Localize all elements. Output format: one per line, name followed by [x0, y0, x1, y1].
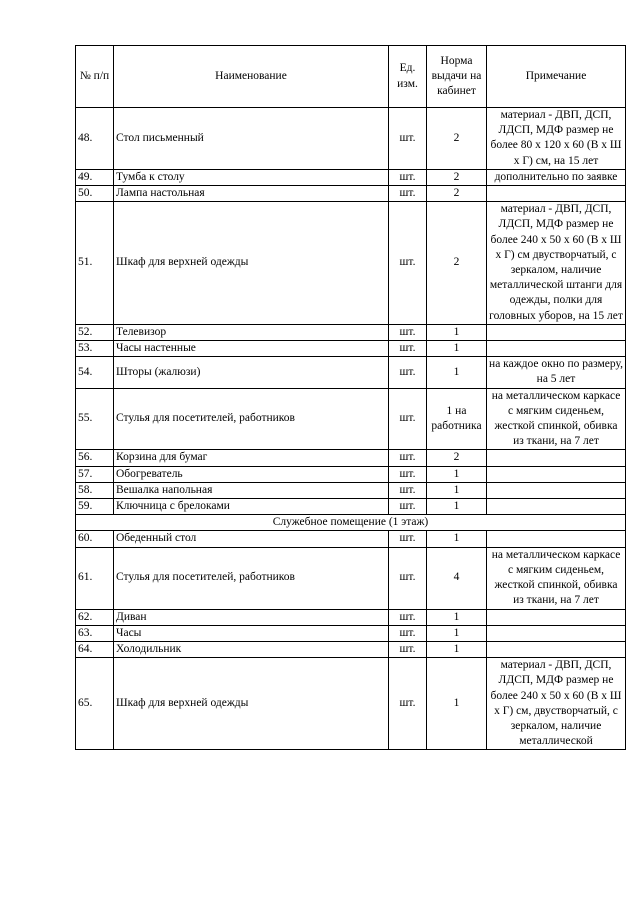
table-row [76, 641, 626, 657]
row-number: 63. [76, 625, 114, 641]
table-row [76, 547, 626, 609]
row-number: 48. [76, 108, 114, 170]
row-name: Корзина для бумаг [114, 450, 389, 466]
table-row [76, 625, 626, 641]
row-norm: 1 [427, 324, 487, 340]
row-note [487, 531, 626, 547]
row-name: Ключница с брелоками [114, 499, 389, 515]
row-norm: 1 [427, 531, 487, 547]
table-row [76, 482, 626, 498]
row-note [487, 466, 626, 482]
row-norm: 2 [427, 108, 487, 170]
row-norm: 2 [427, 169, 487, 185]
row-unit: шт. [389, 202, 427, 325]
row-unit: шт. [389, 388, 427, 450]
row-name: Обеденный стол [114, 531, 389, 547]
row-unit: шт. [389, 466, 427, 482]
row-number: 49. [76, 169, 114, 185]
header-name: Наименование [114, 46, 389, 108]
row-unit: шт. [389, 450, 427, 466]
row-norm: 1 [427, 658, 487, 750]
row-norm: 1 [427, 466, 487, 482]
row-norm: 4 [427, 547, 487, 609]
table-section [76, 515, 626, 531]
row-name: Диван [114, 609, 389, 625]
row-name: Телевизор [114, 324, 389, 340]
row-note: материал - ДВП, ДСП, ЛДСП, МДФ размер не более 240 х 50 х 60 (В х Ш х Г) см двустворчатый, с зеркалом, наличие металлической штанги для одежды, полки для головных уборов, на 15 лет [487, 202, 626, 325]
norms-table [75, 45, 626, 750]
row-number: 62. [76, 609, 114, 625]
table-row [76, 108, 626, 170]
row-note [487, 324, 626, 340]
row-unit: шт. [389, 499, 427, 515]
row-note [487, 186, 626, 202]
row-note [487, 609, 626, 625]
row-note [487, 482, 626, 498]
row-name: Обогреватель [114, 466, 389, 482]
table-row [76, 357, 626, 388]
row-note: дополнительно по заявке [487, 169, 626, 185]
table-row [76, 531, 626, 547]
row-unit: шт. [389, 658, 427, 750]
row-number: 51. [76, 202, 114, 325]
row-unit: шт. [389, 324, 427, 340]
row-note: материал - ДВП, ДСП, ЛДСП, МДФ размер не более 240 х 50 х 60 (В х Ш х Г) см, двустворчатый, с зеркалом, наличие металлической [487, 658, 626, 750]
table-row [76, 186, 626, 202]
table-row [76, 450, 626, 466]
table-body-a [76, 108, 626, 515]
row-norm: 1 на работника [427, 388, 487, 450]
row-norm: 1 [427, 609, 487, 625]
section-title: Служебное помещение (1 этаж) [76, 515, 626, 531]
row-unit: шт. [389, 357, 427, 388]
row-unit: шт. [389, 341, 427, 357]
header-num: № п/п [76, 46, 114, 108]
row-note [487, 450, 626, 466]
section-row [76, 515, 626, 531]
row-norm: 1 [427, 341, 487, 357]
row-note [487, 641, 626, 657]
table-row [76, 466, 626, 482]
row-number: 59. [76, 499, 114, 515]
row-unit: шт. [389, 609, 427, 625]
row-note [487, 341, 626, 357]
table-row [76, 169, 626, 185]
row-norm: 1 [427, 499, 487, 515]
row-name: Шторы (жалюзи) [114, 357, 389, 388]
row-number: 57. [76, 466, 114, 482]
table-row [76, 609, 626, 625]
header-row [76, 46, 626, 108]
row-note: на металлическом каркасе с мягким сиденьем, жесткой спинкой, обивка из ткани, на 7 лет [487, 388, 626, 450]
row-unit: шт. [389, 482, 427, 498]
table-row [76, 202, 626, 325]
row-name: Лампа настольная [114, 186, 389, 202]
row-name: Шкаф для верхней одежды [114, 658, 389, 750]
table-row [76, 388, 626, 450]
row-number: 61. [76, 547, 114, 609]
row-name: Стол письменный [114, 108, 389, 170]
row-unit: шт. [389, 625, 427, 641]
header-norm: Норма выдачи на кабинет [427, 46, 487, 108]
table-row [76, 324, 626, 340]
row-name: Холодильник [114, 641, 389, 657]
row-note [487, 499, 626, 515]
row-number: 64. [76, 641, 114, 657]
row-unit: шт. [389, 641, 427, 657]
row-unit: шт. [389, 547, 427, 609]
row-unit: шт. [389, 169, 427, 185]
table-body-b [76, 531, 626, 750]
table-row [76, 658, 626, 750]
header-unit: Ед. изм. [389, 46, 427, 108]
row-name: Вешалка напольная [114, 482, 389, 498]
row-number: 56. [76, 450, 114, 466]
row-norm: 1 [427, 641, 487, 657]
header-note: Примечание [487, 46, 626, 108]
row-number: 55. [76, 388, 114, 450]
row-name: Тумба к столу [114, 169, 389, 185]
row-number: 50. [76, 186, 114, 202]
row-note: на металлическом каркасе с мягким сиденьем, жесткой спинкой, обивка из ткани, на 7 лет [487, 547, 626, 609]
row-note: на каждое окно по размеру, на 5 лет [487, 357, 626, 388]
row-norm: 1 [427, 625, 487, 641]
row-number: 54. [76, 357, 114, 388]
row-number: 58. [76, 482, 114, 498]
row-name: Стулья для посетителей, работников [114, 388, 389, 450]
row-number: 65. [76, 658, 114, 750]
row-number: 60. [76, 531, 114, 547]
table-row [76, 499, 626, 515]
row-number: 53. [76, 341, 114, 357]
row-name: Шкаф для верхней одежды [114, 202, 389, 325]
row-norm: 1 [427, 482, 487, 498]
row-name: Часы настенные [114, 341, 389, 357]
row-norm: 2 [427, 186, 487, 202]
row-number: 52. [76, 324, 114, 340]
row-unit: шт. [389, 108, 427, 170]
row-note [487, 625, 626, 641]
row-unit: шт. [389, 531, 427, 547]
table-row [76, 341, 626, 357]
row-note: материал - ДВП, ДСП, ЛДСП, МДФ размер не более 80 х 120 х 60 (В х Ш х Г) см, на 15 лет [487, 108, 626, 170]
row-name: Часы [114, 625, 389, 641]
row-norm: 1 [427, 357, 487, 388]
row-norm: 2 [427, 202, 487, 325]
row-unit: шт. [389, 186, 427, 202]
row-norm: 2 [427, 450, 487, 466]
row-name: Стулья для посетителей, работников [114, 547, 389, 609]
